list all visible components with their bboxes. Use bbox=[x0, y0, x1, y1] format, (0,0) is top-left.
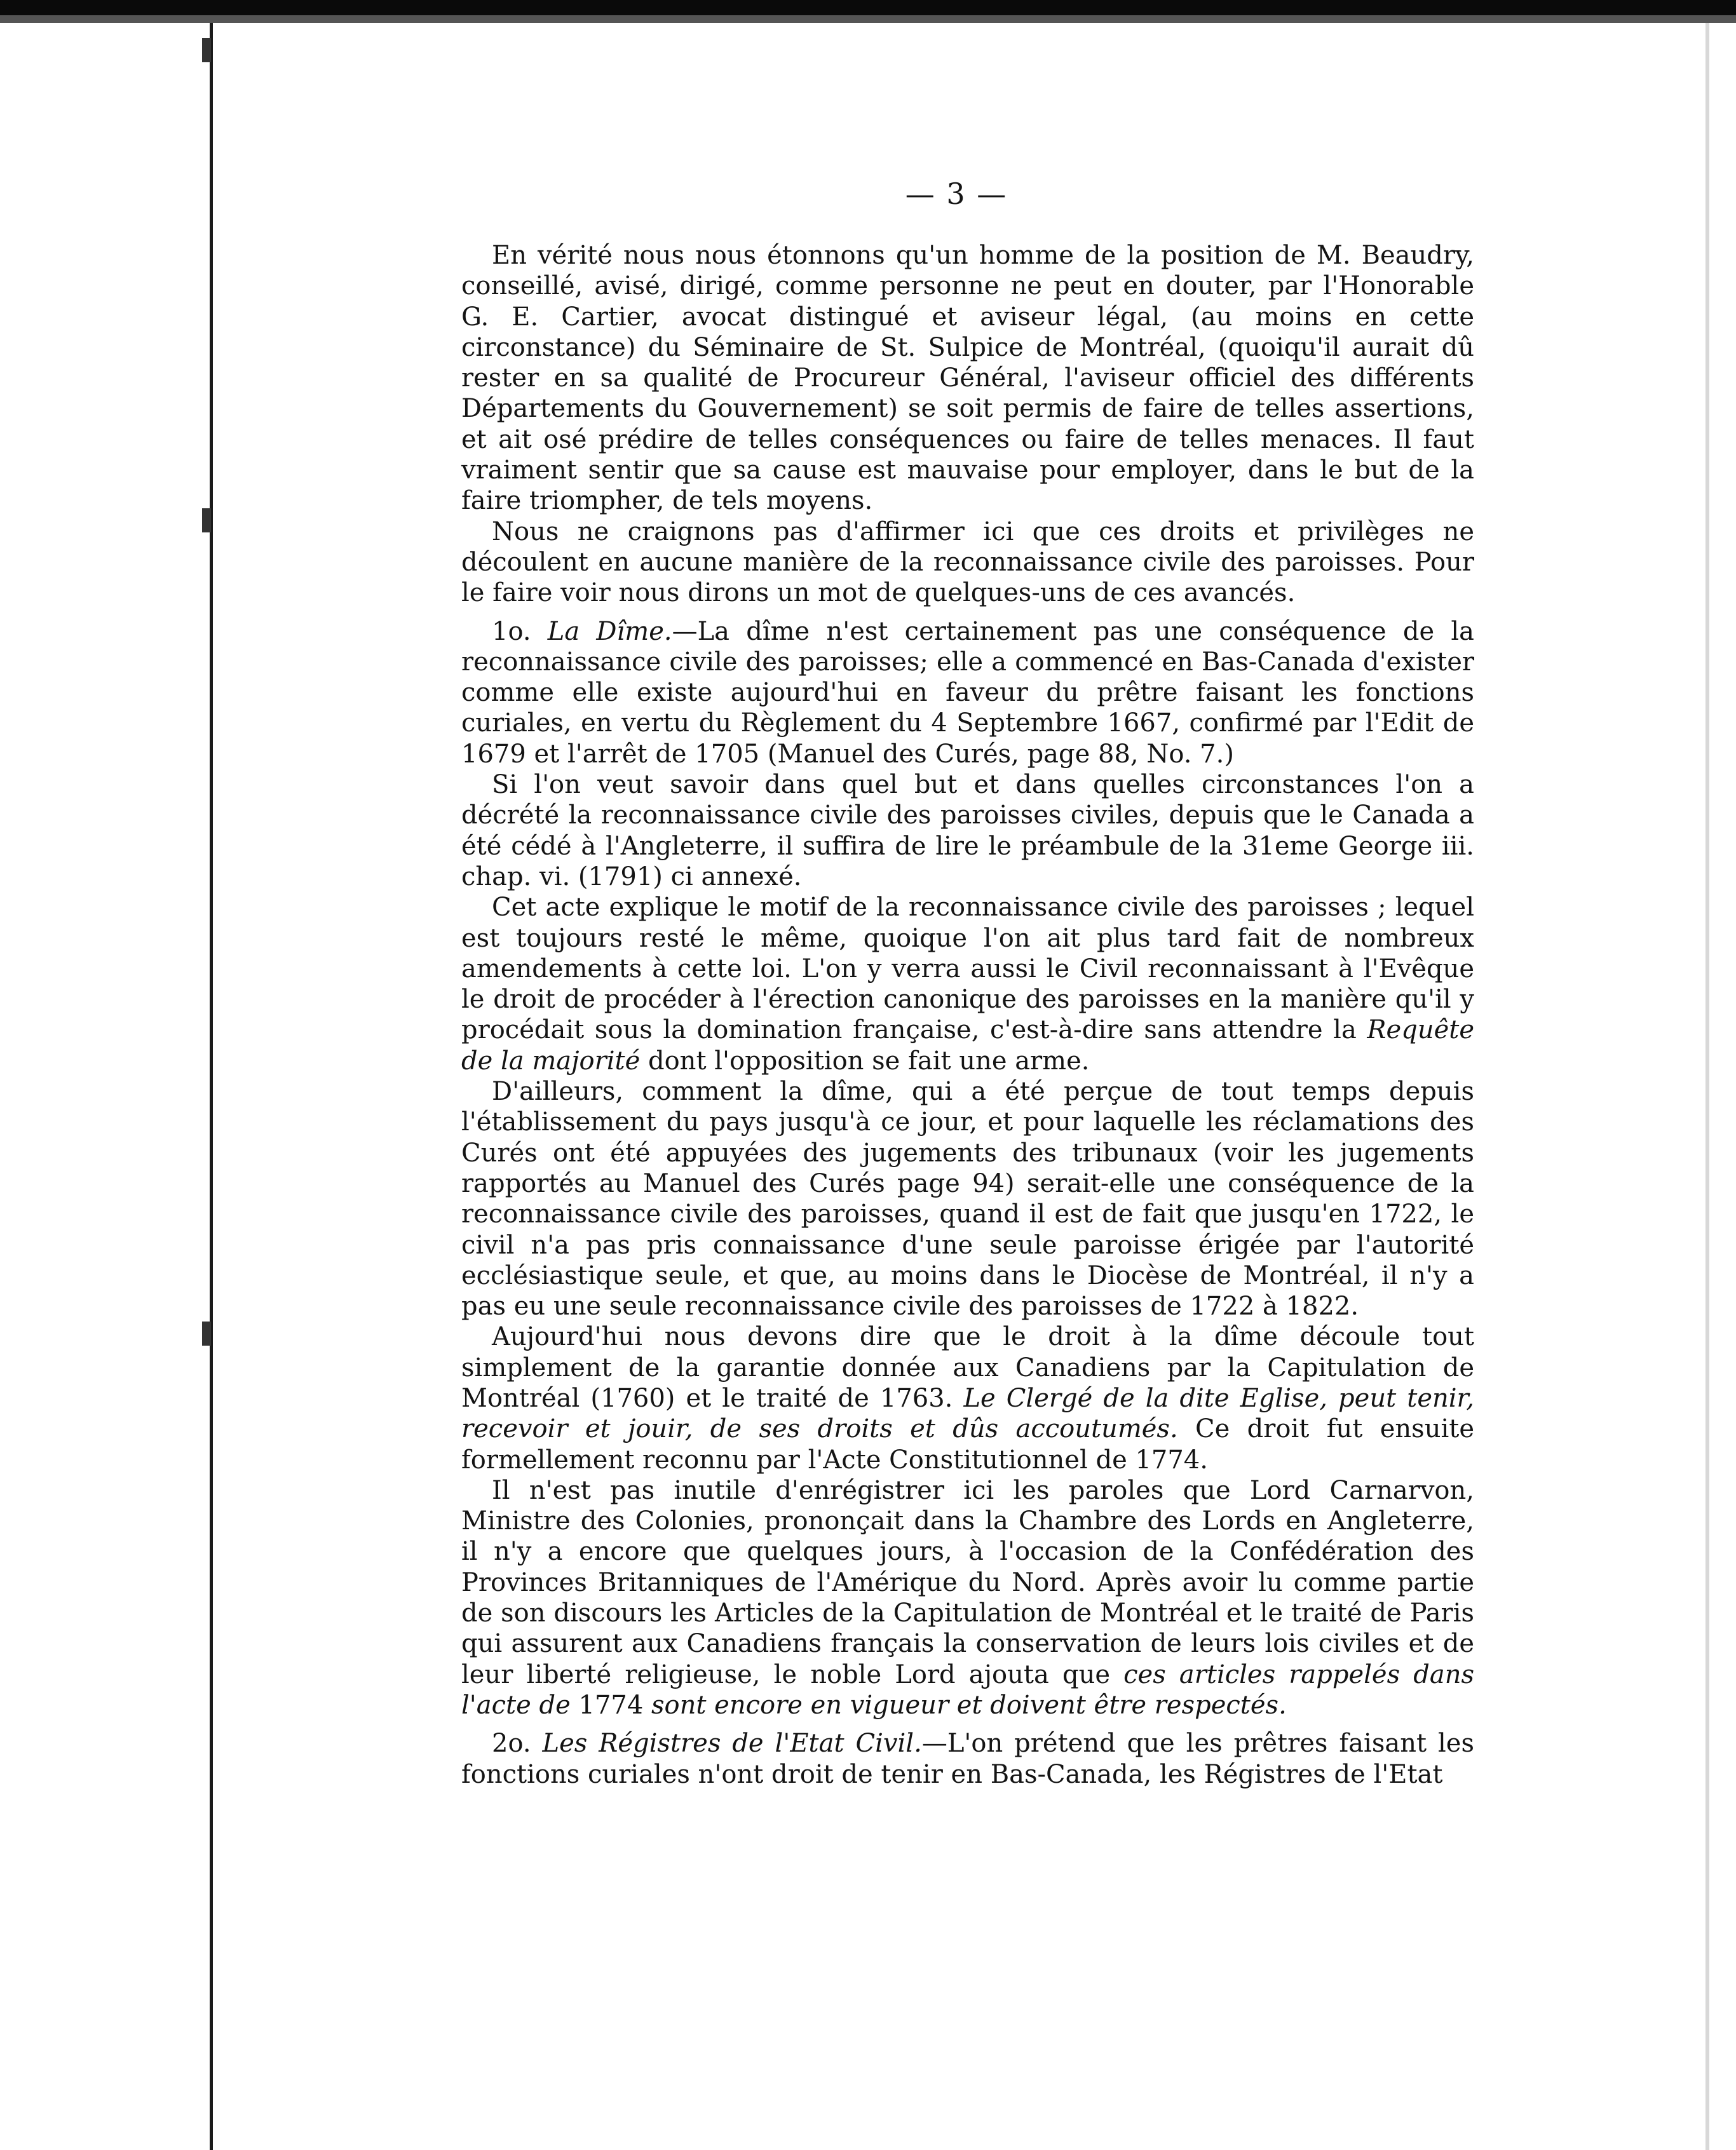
italic-text: La Dîme. bbox=[547, 616, 672, 646]
scan-top-border bbox=[0, 0, 1736, 23]
paragraph bbox=[461, 769, 1474, 892]
paragraph-text: En vérité nous nous étonnons qu'un homme de la position de M. Beaudry, conseillé, avisé, dirigé, comme personne ne peut en douter, par l'Honorable G. E. Cartier, avocat distingué et aviseur légal, (au moins en cette circonstance) du Séminaire de St. Sulpice de Montréal, (quoiqu'il aurait dû rester en sa qualité de Procureur Général, l'aviseur officiel des différents Départements du Gouvernement) se soit permis de faire de telles assertions, et ait osé prédire de telles conséquences ou faire de telles menaces. Il faut vraiment sentir que sa cause est mauvaise pour employer, dans le but de la faire triompher, de tels moyens. bbox=[461, 241, 1474, 516]
paragraph-text: dont l'opposition se fait une arme. bbox=[640, 1046, 1090, 1076]
scan-right-edge bbox=[1705, 23, 1709, 2150]
paragraph-text: Il n'est pas inutile d'enrégistrer ici les paroles que Lord Carnarvon, Ministre des Colonies, prononçait dans la Chambre des Lords en Angleterre, il n'y a encore que quelques jours, à l'occasion de la Confédération des Provinces Britanniques de l'Amérique du Nord. Après avoir lu comme partie de son discours les Articles de la Capitulation de Montréal et le traité de Paris qui assurent aux Canadiens français la conservation de leurs lois civiles et de leur liberté religieuse, le noble Lord ajouta que bbox=[461, 1475, 1474, 1689]
paragraph bbox=[461, 517, 1474, 609]
paragraph bbox=[461, 240, 1474, 517]
page-number: — 3 — bbox=[905, 177, 1008, 211]
scan-margin-mark bbox=[202, 508, 211, 532]
paragraph-text: Aujourd'hui nous devons dire que le droit à la dîme découle tout simplement de la garantie donnée aux Canadiens par la Capitulation de Montréal (1760) et le traité de 1763. bbox=[461, 1322, 1474, 1413]
italic-text: sont encore en vigueur et doivent être respectés. bbox=[651, 1690, 1287, 1720]
paragraph bbox=[461, 1076, 1474, 1322]
italic-text: Les Régistres de l'Etat Civil. bbox=[542, 1729, 922, 1759]
paragraph-text: 2o. bbox=[492, 1729, 543, 1759]
scan-left-binding-line bbox=[210, 23, 213, 2150]
paragraph bbox=[461, 892, 1474, 1076]
paragraph-text: Nous ne craignons pas d'affirmer ici que ces droits et privilèges ne découlent en aucune manière de la reconnaissance civile des paroisses. Pour le faire voir nous dirons un mot de quelques-uns de ces avancés. bbox=[461, 517, 1474, 608]
scan-margin-mark bbox=[202, 1322, 211, 1346]
paragraph-text: Cet acte explique le motif de la reconnaissance civile des paroisses ; lequel est toujours resté le même, quoique l'on ait plus tard fait de nombreux amendements à cette loi. L'on y verra aussi le Civil reconnaissant à l'Evêque le droit de procéder à l'érection canonique des paroisses en la manière qu'il y procédait sous la domination française, c'est-à-dire sans attendre la bbox=[461, 893, 1474, 1045]
italic-text: ces articles rappelés dans l'acte de bbox=[461, 1660, 1475, 1720]
paragraph-text: 1774 bbox=[570, 1690, 652, 1720]
body-text bbox=[461, 240, 1474, 1790]
italic-text: Requête de la majorité bbox=[461, 1015, 1474, 1076]
paragraph-text: Ce droit fut ensuite formellement reconnu par l'Acte Constitutionnel de 1774. bbox=[461, 1414, 1475, 1475]
paragraph-text: D'ailleurs, comment la dîme, qui a été perçue de tout temps depuis l'établissement du pays jusqu'à ce jour, et pour laquelle les réclamations des Curés ont été appuyées des jugements des tribunaux (voir les jugements rapportés au Manuel des Curés page 94) serait-elle une conséquence de la reconnaissance civile des paroisses, quand il est de fait que jusqu'en 1722, le civil n'a pas pris connaissance d'une seule paroisse érigée par l'autorité ecclésiastique seule, et que, au moins dans le Diocèse de Montréal, il n'y a pas eu une seule reconnaissance civile des paroisses de 1722 à 1822. bbox=[461, 1077, 1474, 1322]
paragraph-text: —La dîme n'est certainement pas une conséquence de la reconnaissance civile des paroisses; elle a commencé en Bas-Canada d'exister comme elle existe aujourd'hui en faveur du prêtre faisant les fonctions curiales, en vertu du Règlement du 4 Septembre 1667, confirmé par l'Edit de 1679 et l'arrêt de 1705 (Manuel des Curés, page 88, No. 7.) bbox=[461, 616, 1474, 769]
paragraph-text: —L'on prétend que les prêtres faisant les fonctions curiales n'ont droit de tenir en Bas-Canada, les Régistres de l'Etat bbox=[461, 1729, 1474, 1789]
paragraph-text: 1o. bbox=[492, 616, 548, 646]
scan-margin-mark bbox=[202, 38, 211, 62]
paragraph bbox=[461, 616, 1474, 769]
paragraph bbox=[461, 1728, 1474, 1790]
paragraph bbox=[461, 1475, 1474, 1721]
italic-text: Le Clergé de la dite Eglise, peut tenir, recevoir et jouir, de ses droits et dûs accoutumés. bbox=[461, 1383, 1474, 1444]
paragraph bbox=[461, 1322, 1474, 1475]
paragraph-text: Si l'on veut savoir dans quel but et dans quelles circonstances l'on a décrété la reconnaissance civile des paroisses civiles, depuis que le Canada a été cédé à l'Angleterre, il suffira de lire le préambule de la 31eme George iii. chap. vi. (1791) ci annexé. bbox=[461, 770, 1474, 891]
